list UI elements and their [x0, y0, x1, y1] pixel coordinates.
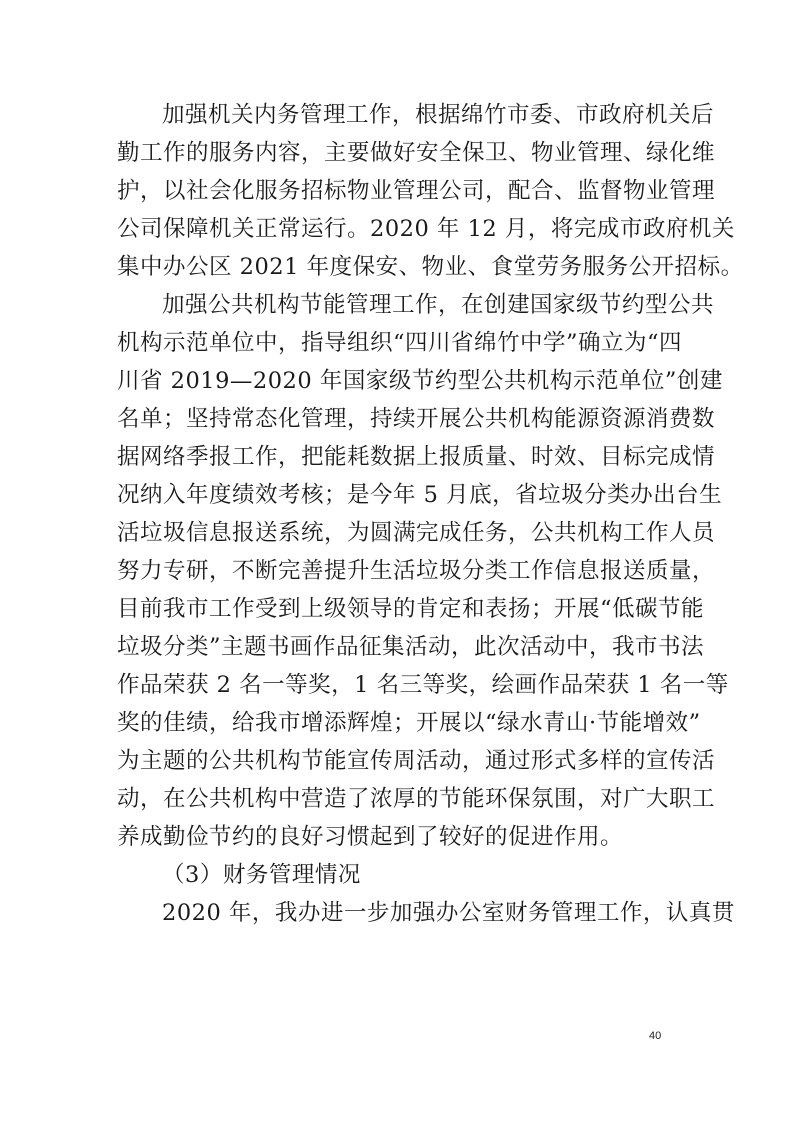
text-line: 加强公共机构节能管理工作，在创建国家级节约型公共 [162, 292, 715, 318]
text-line: 作品荣获 2 名一等奖，1 名三等奖，绘画作品荣获 1 名一等 [117, 672, 729, 698]
text-line: 公司保障机关正常运行。2020 年 12 月，将完成市政府机关 [117, 216, 735, 242]
text-line: 奖的佳绩，给我市增添辉煌；开展以“绿水青山·节能增效” [117, 710, 701, 736]
text-line: 集中办公区 2021 年度保安、物业、食堂劳务服务公开招标。 [117, 254, 744, 280]
text-line: 垃圾分类”主题书画作品征集活动，此次活动中，我市书法 [117, 634, 705, 660]
text-line: 据网络季报工作，把能耗数据上报质量、时效、目标完成情 [117, 444, 716, 470]
text-line: 机构示范单位中，指导组织“四川省绵竹中学”确立为“四 [117, 330, 683, 356]
text-line: 川省 2019—2020 年国家级节约型公共机构示范单位”创建 [117, 368, 723, 394]
section-heading: （3）财务管理情况 [162, 862, 361, 888]
text-line: 目前我市工作受到上级领导的肯定和表扬；开展“低碳节能 [117, 596, 705, 622]
page-number: 40 [649, 1030, 662, 1042]
text-line: 为主题的公共机构节能宣传周活动，通过形式多样的宣传活 [117, 748, 716, 774]
text-line: 加强机关内务管理工作，根据绵竹市委、市政府机关后 [162, 102, 715, 128]
text-line: 名单；坚持常态化管理，持续开展公共机构能源资源消费数 [117, 406, 716, 432]
document-body [117, 96, 744, 932]
text-line: 勤工作的服务内容，主要做好安全保卫、物业管理、绿化维 [117, 140, 716, 166]
text-line: 况纳入年度绩效考核；是今年 5 月底，省垃圾分类办出台生 [117, 482, 723, 508]
text-line: 活垃圾信息报送系统，为圆满完成任务，公共机构工作人员 [117, 520, 716, 546]
text-line: 养成勤俭节约的良好习惯起到了较好的促进作用。 [117, 824, 624, 850]
text-line: 动，在公共机构中营造了浓厚的节能环保氛围，对广大职工 [117, 786, 716, 812]
text-line: 2020 年，我办进一步加强办公室财务管理工作，认真贯 [162, 900, 735, 926]
text-line: 护，以社会化服务招标物业管理公司，配合、监督物业管理 [117, 178, 716, 204]
text-line: 努力专研，不断完善提升生活垃圾分类工作信息报送质量， [117, 558, 716, 584]
